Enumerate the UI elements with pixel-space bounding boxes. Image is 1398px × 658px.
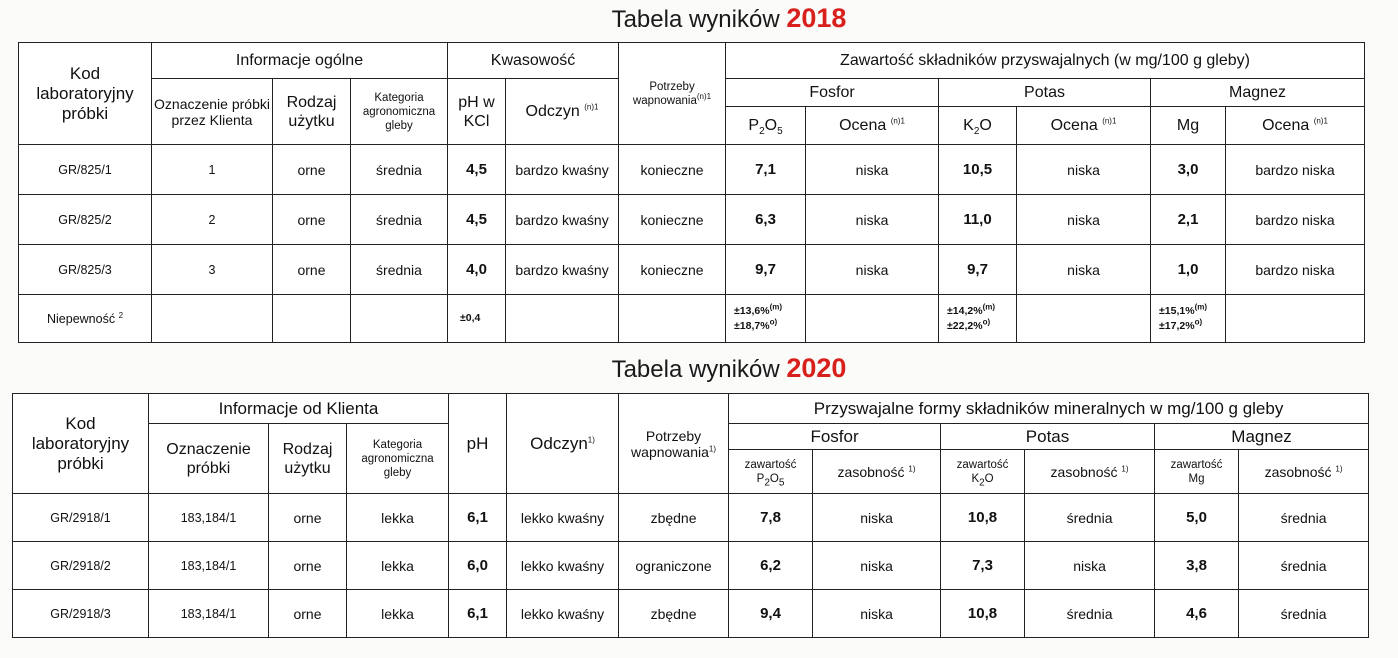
header-fosfor: Fosfor — [729, 424, 941, 450]
cell-uncertainty-k — [939, 295, 1017, 343]
cell-potrzeby: zbędne — [619, 590, 729, 638]
cell-empty — [273, 295, 351, 343]
cell-odczyn: bardzo kwaśny — [506, 145, 619, 195]
cell-kod: GR/2918/2 — [13, 542, 149, 590]
header-ocena-mg — [1226, 107, 1365, 145]
header-przyswajalne: Przyswajalne formy składników mineralnych w mg/100 g gleby — [729, 394, 1369, 424]
cell-ph: 4,0 — [448, 245, 506, 295]
table-row — [13, 542, 1369, 590]
title-year: 2020 — [786, 353, 847, 383]
ocena-sup: (n)1 — [1313, 116, 1328, 126]
cell-uncertainty-label — [19, 295, 152, 343]
cell-k2o: 11,0 — [939, 195, 1017, 245]
table-2020-title — [30, 354, 1398, 384]
p2o5-sub5: 5 — [778, 476, 785, 488]
cell-p2o5: 7,1 — [726, 145, 806, 195]
p2o5-sub5: 5 — [777, 126, 783, 138]
cell-ocena-k: niska — [1017, 245, 1151, 295]
zasobnosc-text: zasobność — [837, 463, 905, 480]
cell-oznaczenie: 3 — [152, 245, 273, 295]
table-row — [19, 195, 1365, 245]
cell-zasobnosc-mg: średnia — [1239, 494, 1369, 542]
cell-ph: 6,0 — [449, 542, 507, 590]
header-potrzeby — [619, 43, 726, 145]
cell-mg: 1,0 — [1151, 245, 1226, 295]
header-odczyn-sup: (n)1 — [584, 102, 599, 112]
header-oznaczenie: Oznaczenie próbki przez Klienta — [152, 79, 273, 145]
cell-ocena-p: niska — [806, 195, 939, 245]
title-text: Tabela wyników — [611, 6, 780, 33]
cell-empty — [619, 295, 726, 343]
results-table-2020 — [12, 393, 1369, 638]
zawartosc-text: zawartość — [1170, 458, 1223, 471]
cell-ocena-mg: bardzo niska — [1226, 145, 1365, 195]
cell-kod: GR/2918/3 — [13, 590, 149, 638]
cell-zasobnosc-p: niska — [813, 494, 941, 542]
header-kategoria: Kategoria agronomiczna gleby — [347, 424, 449, 494]
cell-p2o5: 6,3 — [726, 195, 806, 245]
table-row — [19, 145, 1365, 195]
cell-empty — [351, 295, 448, 343]
mg-text: Mg — [1188, 472, 1205, 485]
zasobnosc-sup: 1) — [1335, 463, 1343, 473]
k2o-k: K — [971, 472, 980, 485]
table-2018-title — [30, 4, 1398, 34]
cell-potrzeby: konieczne — [619, 245, 726, 295]
k2o-sub2: 2 — [979, 476, 985, 488]
uncertainty-row — [19, 295, 1365, 343]
unc-k1: ±14,2% — [947, 304, 983, 317]
cell-k2o: 7,3 — [941, 542, 1025, 590]
cell-oznaczenie: 183,184/1 — [149, 590, 269, 638]
cell-ph: 6,1 — [449, 494, 507, 542]
header-odczyn-sup: 1) — [587, 434, 595, 444]
unc-k1-sup: (m) — [982, 302, 996, 311]
cell-empty — [806, 295, 939, 343]
header-odczyn — [506, 79, 619, 145]
header-odczyn-text: Odczyn — [530, 433, 588, 453]
cell-rodzaj: orne — [273, 195, 351, 245]
cell-potrzeby: konieczne — [619, 145, 726, 195]
cell-empty — [506, 295, 619, 343]
cell-zasobnosc-k: średnia — [1025, 590, 1155, 638]
unc-p1-sup: (m) — [769, 302, 783, 311]
cell-kategoria: średnia — [351, 245, 448, 295]
cell-mg: 2,1 — [1151, 195, 1226, 245]
cell-zasobnosc-k: średnia — [1025, 494, 1155, 542]
cell-k2o: 10,8 — [941, 590, 1025, 638]
header-potrzeby-text: Potrzeby wapnowania — [631, 427, 709, 460]
zasobnosc-sup: 1) — [908, 463, 916, 473]
cell-p2o5: 9,4 — [729, 590, 813, 638]
header-oznaczenie: Oznaczenie próbki — [149, 424, 269, 494]
zasobnosc-sup: 1) — [1121, 463, 1129, 473]
cell-potrzeby: zbędne — [619, 494, 729, 542]
unc-mg2: ±17,2% — [1159, 319, 1195, 332]
cell-k2o: 10,5 — [939, 145, 1017, 195]
cell-ocena-k: niska — [1017, 145, 1151, 195]
ocena-text: Ocena — [1050, 117, 1098, 134]
cell-mg: 3,8 — [1155, 542, 1239, 590]
zasobnosc-text: zasobność — [1050, 463, 1118, 480]
header-row-1 — [13, 394, 1369, 424]
cell-ph: 4,5 — [448, 195, 506, 245]
k2o-sub2: 2 — [973, 126, 980, 138]
cell-kod: GR/2918/1 — [13, 494, 149, 542]
cell-odczyn: bardzo kwaśny — [506, 245, 619, 295]
cell-zasobnosc-mg: średnia — [1239, 542, 1369, 590]
header-zasobnosc-p — [813, 450, 941, 494]
header-ocena-k — [1017, 107, 1151, 145]
ocena-text: Ocena — [1262, 117, 1310, 134]
cell-uncertainty-p — [726, 295, 806, 343]
header-potrzeby-sup: 1) — [708, 443, 717, 453]
cell-rodzaj: orne — [273, 145, 351, 195]
header-zawartosc-mg — [1155, 450, 1239, 494]
zasobnosc-text: zasobność — [1264, 463, 1332, 480]
cell-p2o5: 6,2 — [729, 542, 813, 590]
p2o5-sub2: 2 — [759, 126, 765, 138]
header-potrzeby — [619, 394, 729, 494]
cell-potrzeby: konieczne — [619, 195, 726, 245]
cell-zasobnosc-p: niska — [813, 590, 941, 638]
header-row-1 — [19, 43, 1365, 79]
zawartosc-text: zawartość — [956, 458, 1009, 471]
cell-k2o: 9,7 — [939, 245, 1017, 295]
unc-p1: ±13,6% — [734, 304, 770, 317]
cell-kod: GR/825/3 — [19, 245, 152, 295]
uncertainty-sup: 2 — [118, 310, 124, 320]
p2o5-sub2: 2 — [764, 476, 770, 488]
unc-p2: ±18,7% — [734, 319, 770, 332]
cell-k2o: 10,8 — [941, 494, 1025, 542]
cell-p2o5: 9,7 — [726, 245, 806, 295]
header-potrzeby-sup: (n)1 — [696, 91, 712, 101]
cell-kategoria: lekka — [347, 590, 449, 638]
cell-oznaczenie: 2 — [152, 195, 273, 245]
uncertainty-label: Niepewność — [46, 311, 116, 326]
table-row — [19, 245, 1365, 295]
header-mg: Mg — [1151, 107, 1226, 145]
header-zasobnosc-mg — [1239, 450, 1369, 494]
cell-rodzaj: orne — [269, 590, 347, 638]
header-ph: pH — [449, 394, 507, 494]
ocena-sup: (n)1 — [1102, 116, 1117, 126]
table-row — [13, 494, 1369, 542]
cell-empty — [1226, 295, 1365, 343]
cell-zasobnosc-p: niska — [813, 542, 941, 590]
cell-p2o5: 7,8 — [729, 494, 813, 542]
cell-kod: GR/825/1 — [19, 145, 152, 195]
header-kod: Kod laboratoryjny próbki — [13, 394, 149, 494]
header-magnez: Magnez — [1155, 424, 1369, 450]
header-potrzeby-text: Potrzeby wapnowania — [632, 80, 697, 107]
unc-k2: ±22,2% — [947, 319, 983, 332]
cell-oznaczenie: 1 — [152, 145, 273, 195]
table-row — [13, 590, 1369, 638]
cell-ph: 6,1 — [449, 590, 507, 638]
cell-kategoria: średnia — [351, 145, 448, 195]
header-ph: pH w KCl — [448, 79, 506, 145]
cell-empty — [152, 295, 273, 343]
cell-uncertainty-ph: ±0,4 — [448, 295, 506, 343]
unc-mg2-sup: o) — [1194, 317, 1203, 326]
cell-kategoria: średnia — [351, 195, 448, 245]
p2o5-p: P — [756, 472, 765, 485]
k2o-o: O — [979, 117, 992, 134]
cell-mg: 5,0 — [1155, 494, 1239, 542]
header-info: Informacje od Klienta — [149, 394, 449, 424]
cell-rodzaj: orne — [269, 494, 347, 542]
unc-mg1: ±15,1% — [1159, 304, 1195, 317]
header-potas: Potas — [941, 424, 1155, 450]
title-text: Tabela wyników — [611, 356, 780, 383]
cell-oznaczenie: 183,184/1 — [149, 494, 269, 542]
cell-odczyn: lekko kwaśny — [507, 494, 619, 542]
cell-odczyn: lekko kwaśny — [507, 542, 619, 590]
cell-odczyn: lekko kwaśny — [507, 590, 619, 638]
cell-ph: 4,5 — [448, 145, 506, 195]
header-kategoria: Kategoria agronomiczna gleby — [351, 79, 448, 145]
ocena-text: Ocena — [839, 117, 887, 134]
cell-rodzaj: orne — [269, 542, 347, 590]
cell-empty — [1017, 295, 1151, 343]
cell-rodzaj: orne — [273, 245, 351, 295]
header-info: Informacje ogólne — [152, 43, 448, 79]
cell-mg: 3,0 — [1151, 145, 1226, 195]
header-zawartosc: Zawartość składników przyswajalnych (w mg/100 g gleby) — [726, 43, 1365, 79]
header-rodzaj: Rodzaj użytku — [273, 79, 351, 145]
zawartosc-text: zawartość — [744, 458, 797, 471]
cell-potrzeby: ograniczone — [619, 542, 729, 590]
header-zasobnosc-k — [1025, 450, 1155, 494]
title-year: 2018 — [786, 3, 847, 33]
header-magnez: Magnez — [1151, 79, 1365, 107]
cell-mg: 4,6 — [1155, 590, 1239, 638]
cell-uncertainty-mg — [1151, 295, 1226, 343]
cell-kategoria: lekka — [347, 494, 449, 542]
header-zawartosc-k — [941, 450, 1025, 494]
header-p2o5 — [726, 107, 806, 145]
p2o5-o: O — [764, 117, 778, 134]
k2o-k: K — [963, 117, 974, 134]
cell-ocena-mg: bardzo niska — [1226, 195, 1365, 245]
unc-mg1-sup: (m) — [1194, 302, 1208, 311]
ocena-sup: (n)1 — [890, 116, 905, 126]
unc-k2-sup: o) — [982, 317, 991, 326]
header-ocena-p — [806, 107, 939, 145]
cell-zasobnosc-k: niska — [1025, 542, 1155, 590]
cell-zasobnosc-mg: średnia — [1239, 590, 1369, 638]
cell-kategoria: lekka — [347, 542, 449, 590]
header-odczyn — [507, 394, 619, 494]
p2o5-p: P — [748, 117, 760, 134]
cell-odczyn: bardzo kwaśny — [506, 195, 619, 245]
header-fosfor: Fosfor — [726, 79, 939, 107]
cell-ocena-p: niska — [806, 245, 939, 295]
p2o5-o: O — [769, 472, 779, 485]
header-kwasowosc: Kwasowość — [448, 43, 619, 79]
header-rodzaj: Rodzaj użytku — [269, 424, 347, 494]
header-k2o — [939, 107, 1017, 145]
cell-ocena-k: niska — [1017, 195, 1151, 245]
header-zawartosc-p — [729, 450, 813, 494]
header-odczyn-text: Odczyn — [525, 103, 580, 120]
header-potas: Potas — [939, 79, 1151, 107]
k2o-o: O — [984, 472, 994, 485]
results-table-2018 — [18, 42, 1365, 343]
unc-p2-sup: o) — [769, 317, 778, 326]
header-kod: Kod laboratoryjny próbki — [19, 43, 152, 145]
cell-kod: GR/825/2 — [19, 195, 152, 245]
cell-ocena-mg: bardzo niska — [1226, 245, 1365, 295]
cell-oznaczenie: 183,184/1 — [149, 542, 269, 590]
cell-ocena-p: niska — [806, 145, 939, 195]
